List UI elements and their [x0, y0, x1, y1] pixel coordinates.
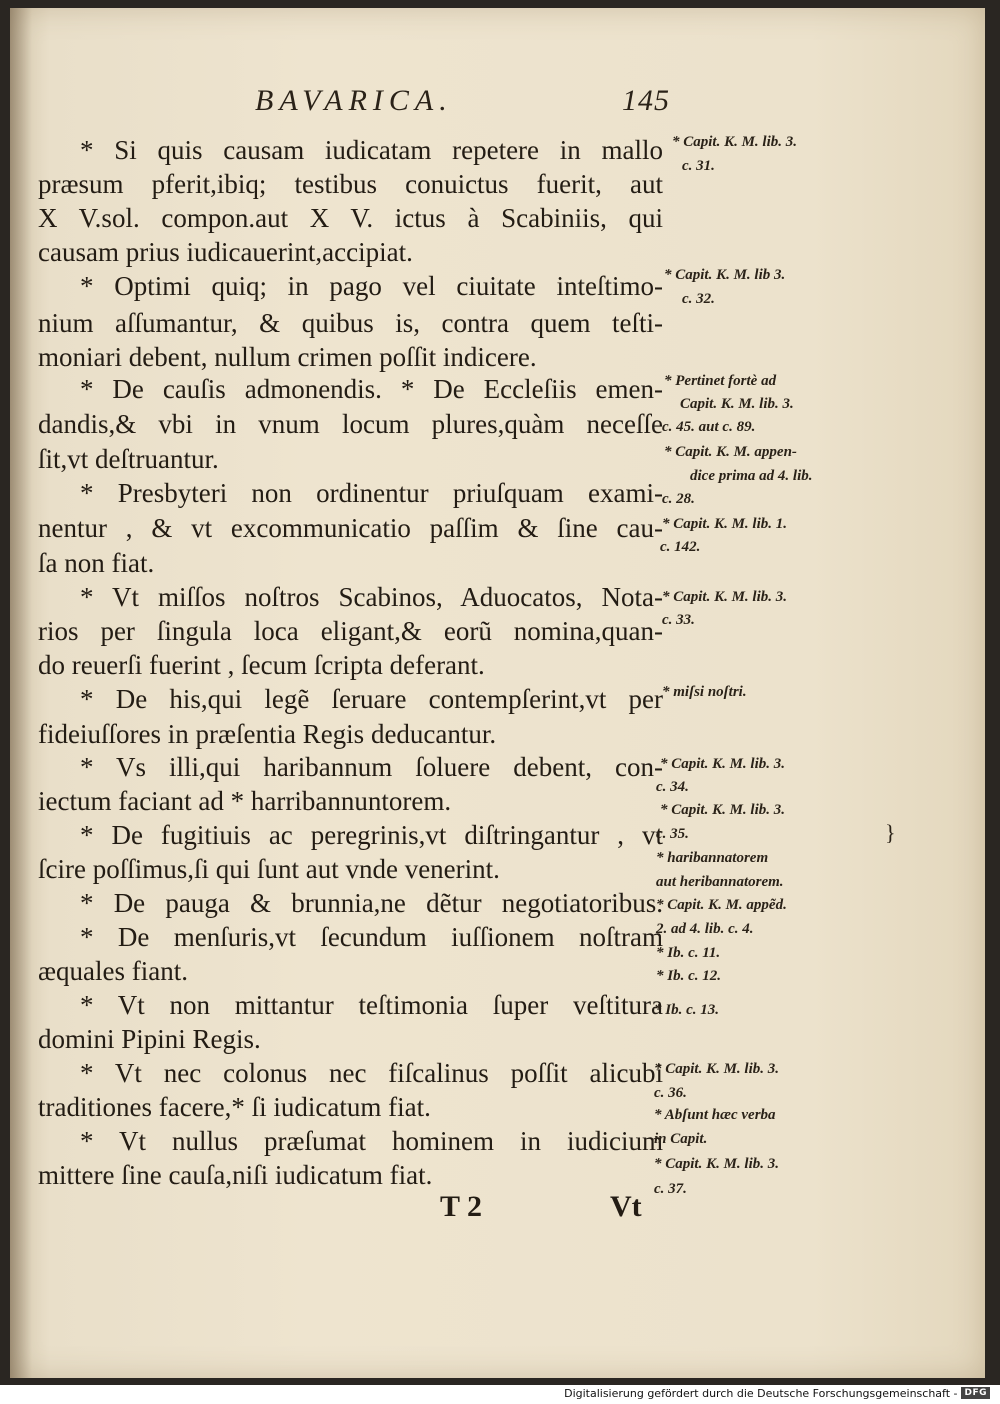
- body-line: X V.sol. compon.aut X V. ictus à Scabiniis, qui: [38, 203, 663, 233]
- dfg-logo: DFG: [961, 1387, 990, 1399]
- margin-note: * Capit. K. M. appẽd.: [656, 897, 787, 913]
- digitization-caption: [564, 1385, 990, 1401]
- running-head-title: BAVARICA.: [255, 84, 453, 117]
- margin-note: c. 32.: [682, 291, 715, 307]
- margin-note: c. 36.: [654, 1085, 687, 1101]
- body-line: * Vt nullus præſumat hominem in iudicium: [80, 1126, 663, 1156]
- margin-note: c. 31.: [682, 158, 715, 174]
- body-line: præsum pferit,ibiq; testibus conuictus fuerit, aut: [38, 169, 663, 199]
- margin-note: * Capit. K. M. lib. 3.: [662, 589, 788, 605]
- margin-note: Capit. K. M. lib. 3.: [680, 396, 794, 412]
- body-line: * Vt nec colonus nec fiſcalinus poſſit alicubi: [80, 1058, 663, 1088]
- body-line: * De menſuris,vt ſecundum iuſſionem noſtram: [80, 922, 663, 952]
- margin-note: * Pertinet fortè ad: [664, 373, 777, 389]
- body-line: moniari debent, nullum crimen poſſit indicere.: [38, 342, 537, 372]
- body-line: * De pauga & brunnia,ne dẽtur negotiatoribus.: [80, 888, 663, 918]
- margin-note: * Capit. K. M. lib 3.: [664, 267, 786, 283]
- margin-note: * Capit. K. M. lib. 3.: [672, 134, 798, 150]
- body-line: * Vt non mittantur teſtimonia ſuper veſtitura: [80, 990, 663, 1020]
- margin-note: c. 28.: [662, 491, 695, 507]
- body-line: * Si quis causam iudicatam repetere in mallo: [80, 135, 663, 165]
- margin-note: * haribannatorem: [656, 850, 769, 866]
- margin-note: dice prima ad 4. lib.: [690, 468, 813, 484]
- body-line: nentur , & vt excommunicatio paſſim & ſine cau-: [38, 513, 663, 543]
- margin-note: * Capit. K. M. lib. 3.: [654, 1061, 780, 1077]
- margin-note: * Capit. K. M. lib. 3.: [654, 1156, 780, 1172]
- body-line: domini Pipini Regis.: [38, 1024, 261, 1054]
- margin-note: * Ib. c. 11.: [656, 945, 721, 961]
- body-line: æquales fiant.: [38, 956, 188, 986]
- catchword: Vt: [610, 1190, 642, 1223]
- body-line: * De fugitiuis ac peregrinis,vt diſtringantur , vt: [80, 820, 663, 850]
- page-number: 145: [622, 84, 670, 117]
- body-line: * De cauſis admonendis. * De Eccleſiis emen-: [80, 374, 663, 404]
- margin-note: * Capit. K. M. lib. 3.: [660, 756, 786, 772]
- body-line: dandis,& vbi in vnum locum plures,quàm neceſſe: [38, 409, 663, 439]
- body-line: fideiuſſores in præſentia Regis deducantur.: [38, 719, 497, 749]
- margin-note: in Capit.: [654, 1131, 708, 1147]
- margin-note: * miſsi noſtri.: [662, 684, 747, 700]
- margin-note: c. 142.: [660, 539, 701, 555]
- caption-text: Digitalisierung gefördert durch die Deutsche Forschungsgemeinschaft -: [564, 1386, 958, 1400]
- body-line: * Vs illi,qui haribannum ſoluere debent, con-: [80, 752, 663, 782]
- margin-note: c. 34.: [656, 779, 689, 795]
- margin-note: * Abſunt hæc verba: [654, 1107, 776, 1123]
- body-line: do reuerſi fuerint , ſecum ſcripta deferant.: [38, 650, 485, 680]
- body-line: * Vt miſſos noſtros Scabinos, Aduocatos, Nota-: [80, 582, 663, 612]
- margin-note: * Capit. K. M. appen-: [664, 444, 797, 460]
- body-line: ſcire poſſimus,ſi qui ſunt aut vnde venerint.: [38, 854, 500, 884]
- body-line: * De his,qui legẽ ſeruare contempſerint,vt per: [80, 684, 663, 714]
- margin-note: 2. ad 4. lib. c. 4.: [656, 921, 754, 937]
- margin-note: * Ib. c. 13.: [654, 1002, 719, 1018]
- body-line: rios per ſingula loca eligant,& eorũ nomina,quan-: [38, 616, 663, 646]
- margin-note: c. 45. aut c. 89.: [662, 419, 756, 435]
- signature-mark: T 2: [440, 1190, 482, 1223]
- margin-note: aut heribannatorem.: [656, 874, 784, 890]
- body-line: traditiones facere,* ſi iudicatum fiat.: [38, 1092, 431, 1122]
- body-line: iectum faciant ad * harribannuntorem.: [38, 786, 452, 816]
- margin-note: * Capit. K. M. lib. 1.: [662, 516, 788, 532]
- body-line: ſa non fiat.: [38, 548, 155, 578]
- margin-note: c. 37.: [654, 1181, 687, 1197]
- body-line: ſit,vt deſtruantur.: [38, 444, 219, 474]
- body-line: * Presbyteri non ordinentur priuſquam exami-: [80, 478, 663, 508]
- body-line: mittere ſine cauſa,niſi iudicatum fiat.: [38, 1160, 433, 1190]
- margin-note: c. 35.: [656, 826, 689, 842]
- spine-shadow: [10, 8, 32, 1378]
- body-line: causam prius iudicauerint,accipiat.: [38, 237, 413, 267]
- margin-note: c. 33.: [662, 612, 695, 628]
- body-line: nium aſſumantur, & quibus is, contra quem teſti-: [38, 308, 663, 338]
- body-line: * Optimi quiq; in pago vel ciuitate inteſtimo-: [80, 271, 663, 301]
- margin-note: * Capit. K. M. lib. 3.: [660, 802, 786, 818]
- margin-note: * Ib. c. 12.: [656, 968, 721, 984]
- margin-bracket-mark: }: [885, 820, 896, 845]
